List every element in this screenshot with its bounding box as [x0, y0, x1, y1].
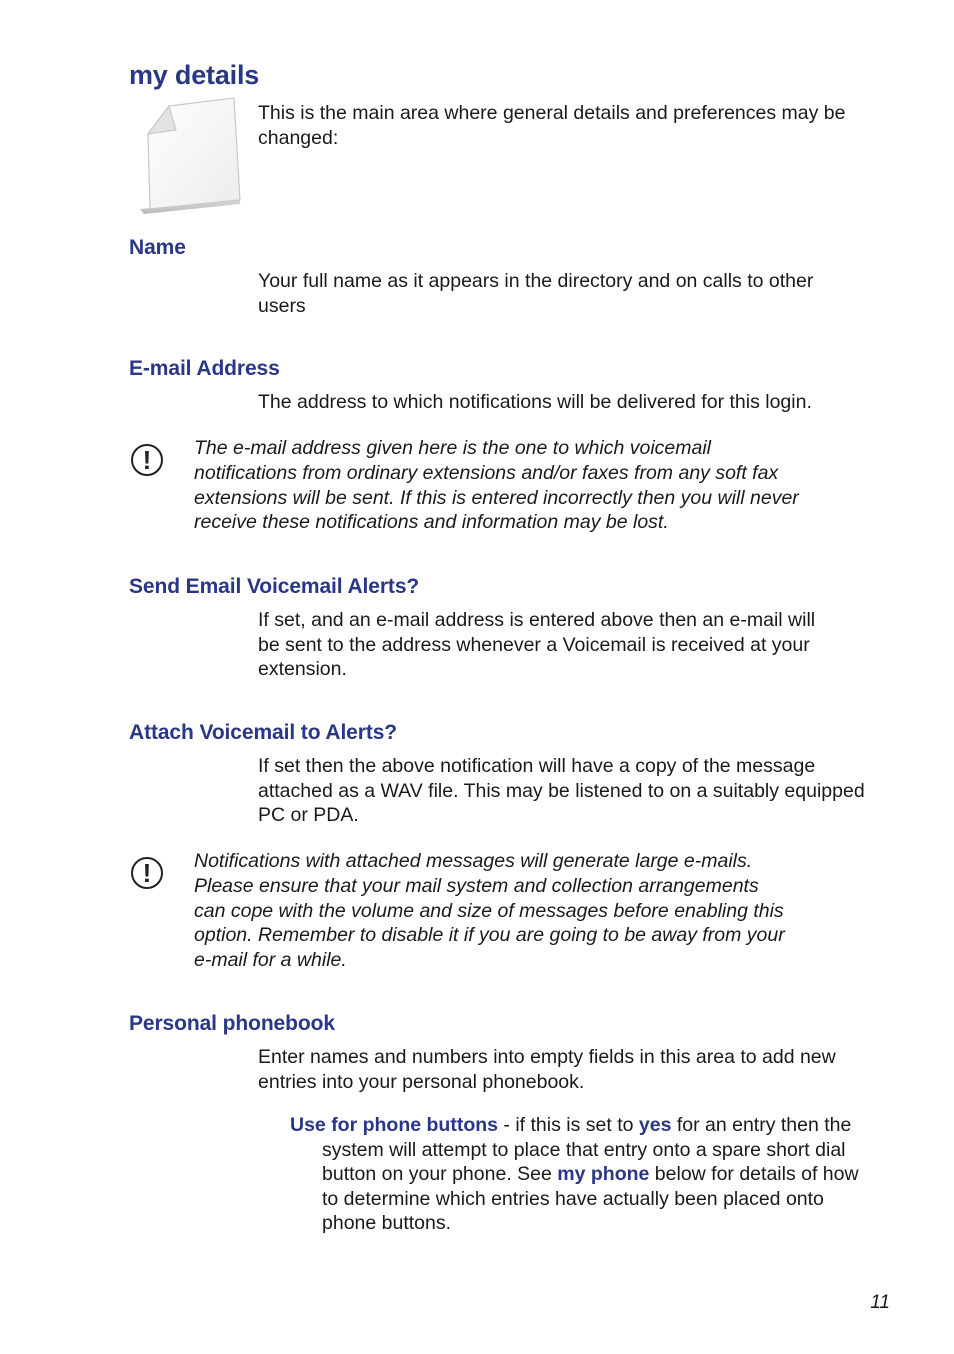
warning-icon: ! [131, 857, 163, 889]
text-line: If set then the above notification will have a copy of the message [258, 755, 816, 777]
text-line: extension. [258, 658, 347, 681]
phonebook-option-item [290, 1113, 910, 1236]
name-description [258, 269, 898, 318]
intro-text: This is the main area where general details and preferences may be changed: [258, 102, 846, 149]
text-segment: - if this is set to [498, 1114, 639, 1136]
attach-description [258, 754, 918, 828]
note-line: Please ensure that your mail system and collection arrangements [194, 874, 759, 897]
note-line: receive these notifications and information may be lost. [194, 511, 669, 534]
text-segment: for an entry then the [671, 1114, 852, 1136]
section-heading-send-alerts: Send Email Voicemail Alerts? [129, 575, 420, 598]
document-icon [136, 94, 246, 218]
option-first-line [290, 1113, 910, 1138]
section-heading-email: E-mail Address [129, 357, 280, 380]
text-line: to determine which entries have actually been placed onto [322, 1187, 824, 1210]
note-line: option. Remember to disable it if you are going to be away from your [194, 924, 785, 947]
note-line: extensions will be sent. If this is entered incorrectly then you will never [194, 486, 799, 509]
text-line: system will attempt to place that entry onto a spare short dial [322, 1138, 846, 1161]
note-line: can cope with the volume and size of messages before enabling this [194, 899, 784, 922]
text-line: PC or PDA. [258, 804, 359, 827]
text-line: attached as a WAV file. This may be listened to on a suitably equipped [258, 779, 865, 802]
section-heading-name: Name [129, 236, 186, 259]
text-line: Your full name as it appears in the directory and on calls to other [258, 270, 814, 292]
my-phone-link[interactable]: my phone [557, 1163, 650, 1186]
page-number: 11 [870, 1292, 890, 1313]
send-alerts-description [258, 608, 898, 682]
text-segment: button on your phone. See [322, 1163, 558, 1186]
section-heading-attach: Attach Voicemail to Alerts? [129, 721, 398, 744]
option-term: Use for phone buttons [290, 1114, 498, 1136]
phonebook-description [258, 1045, 898, 1094]
keyword-yes: yes [638, 1114, 672, 1136]
note-line: The e-mail address given here is the one to which voicemail [194, 437, 712, 459]
option-continuation [290, 1138, 910, 1236]
text-segment: below for details of how [649, 1163, 859, 1186]
note-line: e-mail for a while. [194, 949, 347, 972]
text-line: users [258, 294, 306, 317]
text-line: entries into your personal phonebook. [258, 1070, 585, 1093]
warning-icon: ! [131, 444, 163, 476]
page-title: my details [129, 60, 260, 90]
note-line: notifications from ordinary extensions and/or faxes from any soft fax [194, 461, 779, 484]
text-line: Enter names and numbers into empty fields in this area to add new [258, 1046, 836, 1068]
text-line [322, 1162, 910, 1187]
attach-warning-note [194, 849, 874, 973]
text-line: phone buttons. [322, 1212, 452, 1235]
text-line: The address to which notifications will be delivered for this login. [258, 391, 812, 413]
note-line: Notifications with attached messages will generate large e-mails. [194, 850, 753, 872]
text-line: be sent to the address whenever a Voicemail is received at your [258, 633, 810, 656]
email-warning-note [194, 436, 874, 535]
section-heading-phonebook: Personal phonebook [129, 1012, 335, 1035]
text-line: If set, and an e-mail address is entered above then an e-mail will [258, 609, 816, 631]
email-description [258, 390, 898, 415]
